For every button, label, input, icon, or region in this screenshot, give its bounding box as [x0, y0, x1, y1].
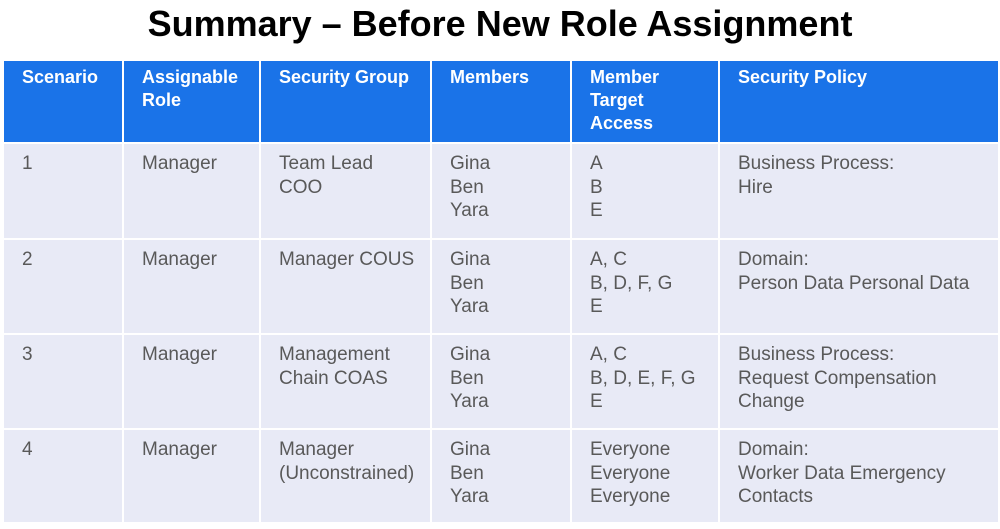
header-scenario: Scenario [3, 61, 123, 143]
cell-role: Manager [123, 429, 260, 522]
cell-security-group: Team Lead COO [260, 143, 431, 239]
header-row [3, 61, 999, 143]
cell-members: Gina Ben Yara [431, 239, 571, 334]
cell-security-policy: Domain: Worker Data Emergency Contacts [719, 429, 999, 522]
cell-members: Gina Ben Yara [431, 429, 571, 522]
header-security-policy: Security Policy [719, 61, 999, 143]
cell-security-group: Management Chain COAS [260, 334, 431, 429]
cell-security-policy: Business Process: Hire [719, 143, 999, 239]
cell-target-access: A, C B, D, F, G E [571, 239, 719, 334]
cell-target-access: A B E [571, 143, 719, 239]
page-title: Summary – Before New Role Assignment [147, 3, 853, 44]
cell-role: Manager [123, 143, 260, 239]
cell-role: Manager [123, 334, 260, 429]
cell-target-access: A, C B, D, E, F, G E [571, 334, 719, 429]
table-row [3, 143, 999, 239]
cell-security-policy: Domain: Person Data Personal Data [719, 239, 999, 334]
cell-security-group: Manager (Unconstrained) [260, 429, 431, 522]
cell-security-group: Manager COUS [260, 239, 431, 334]
cell-scenario: 2 [3, 239, 123, 334]
cell-scenario: 3 [3, 334, 123, 429]
summary-table [2, 61, 1000, 522]
cell-target-access: Everyone Everyone Everyone [571, 429, 719, 522]
cell-role: Manager [123, 239, 260, 334]
cell-scenario: 1 [3, 143, 123, 239]
header-members: Members [431, 61, 571, 143]
cell-members: Gina Ben Yara [431, 143, 571, 239]
cell-members: Gina Ben Yara [431, 334, 571, 429]
table-row [3, 429, 999, 522]
header-assignable-role: Assignable Role [123, 61, 260, 143]
cell-security-policy: Business Process: Request Compensation Change [719, 334, 999, 429]
table-row [3, 334, 999, 429]
header-security-group: Security Group [260, 61, 431, 143]
header-member-target-access: Member Target Access [571, 61, 719, 143]
cell-scenario: 4 [3, 429, 123, 522]
table-row [3, 239, 999, 334]
